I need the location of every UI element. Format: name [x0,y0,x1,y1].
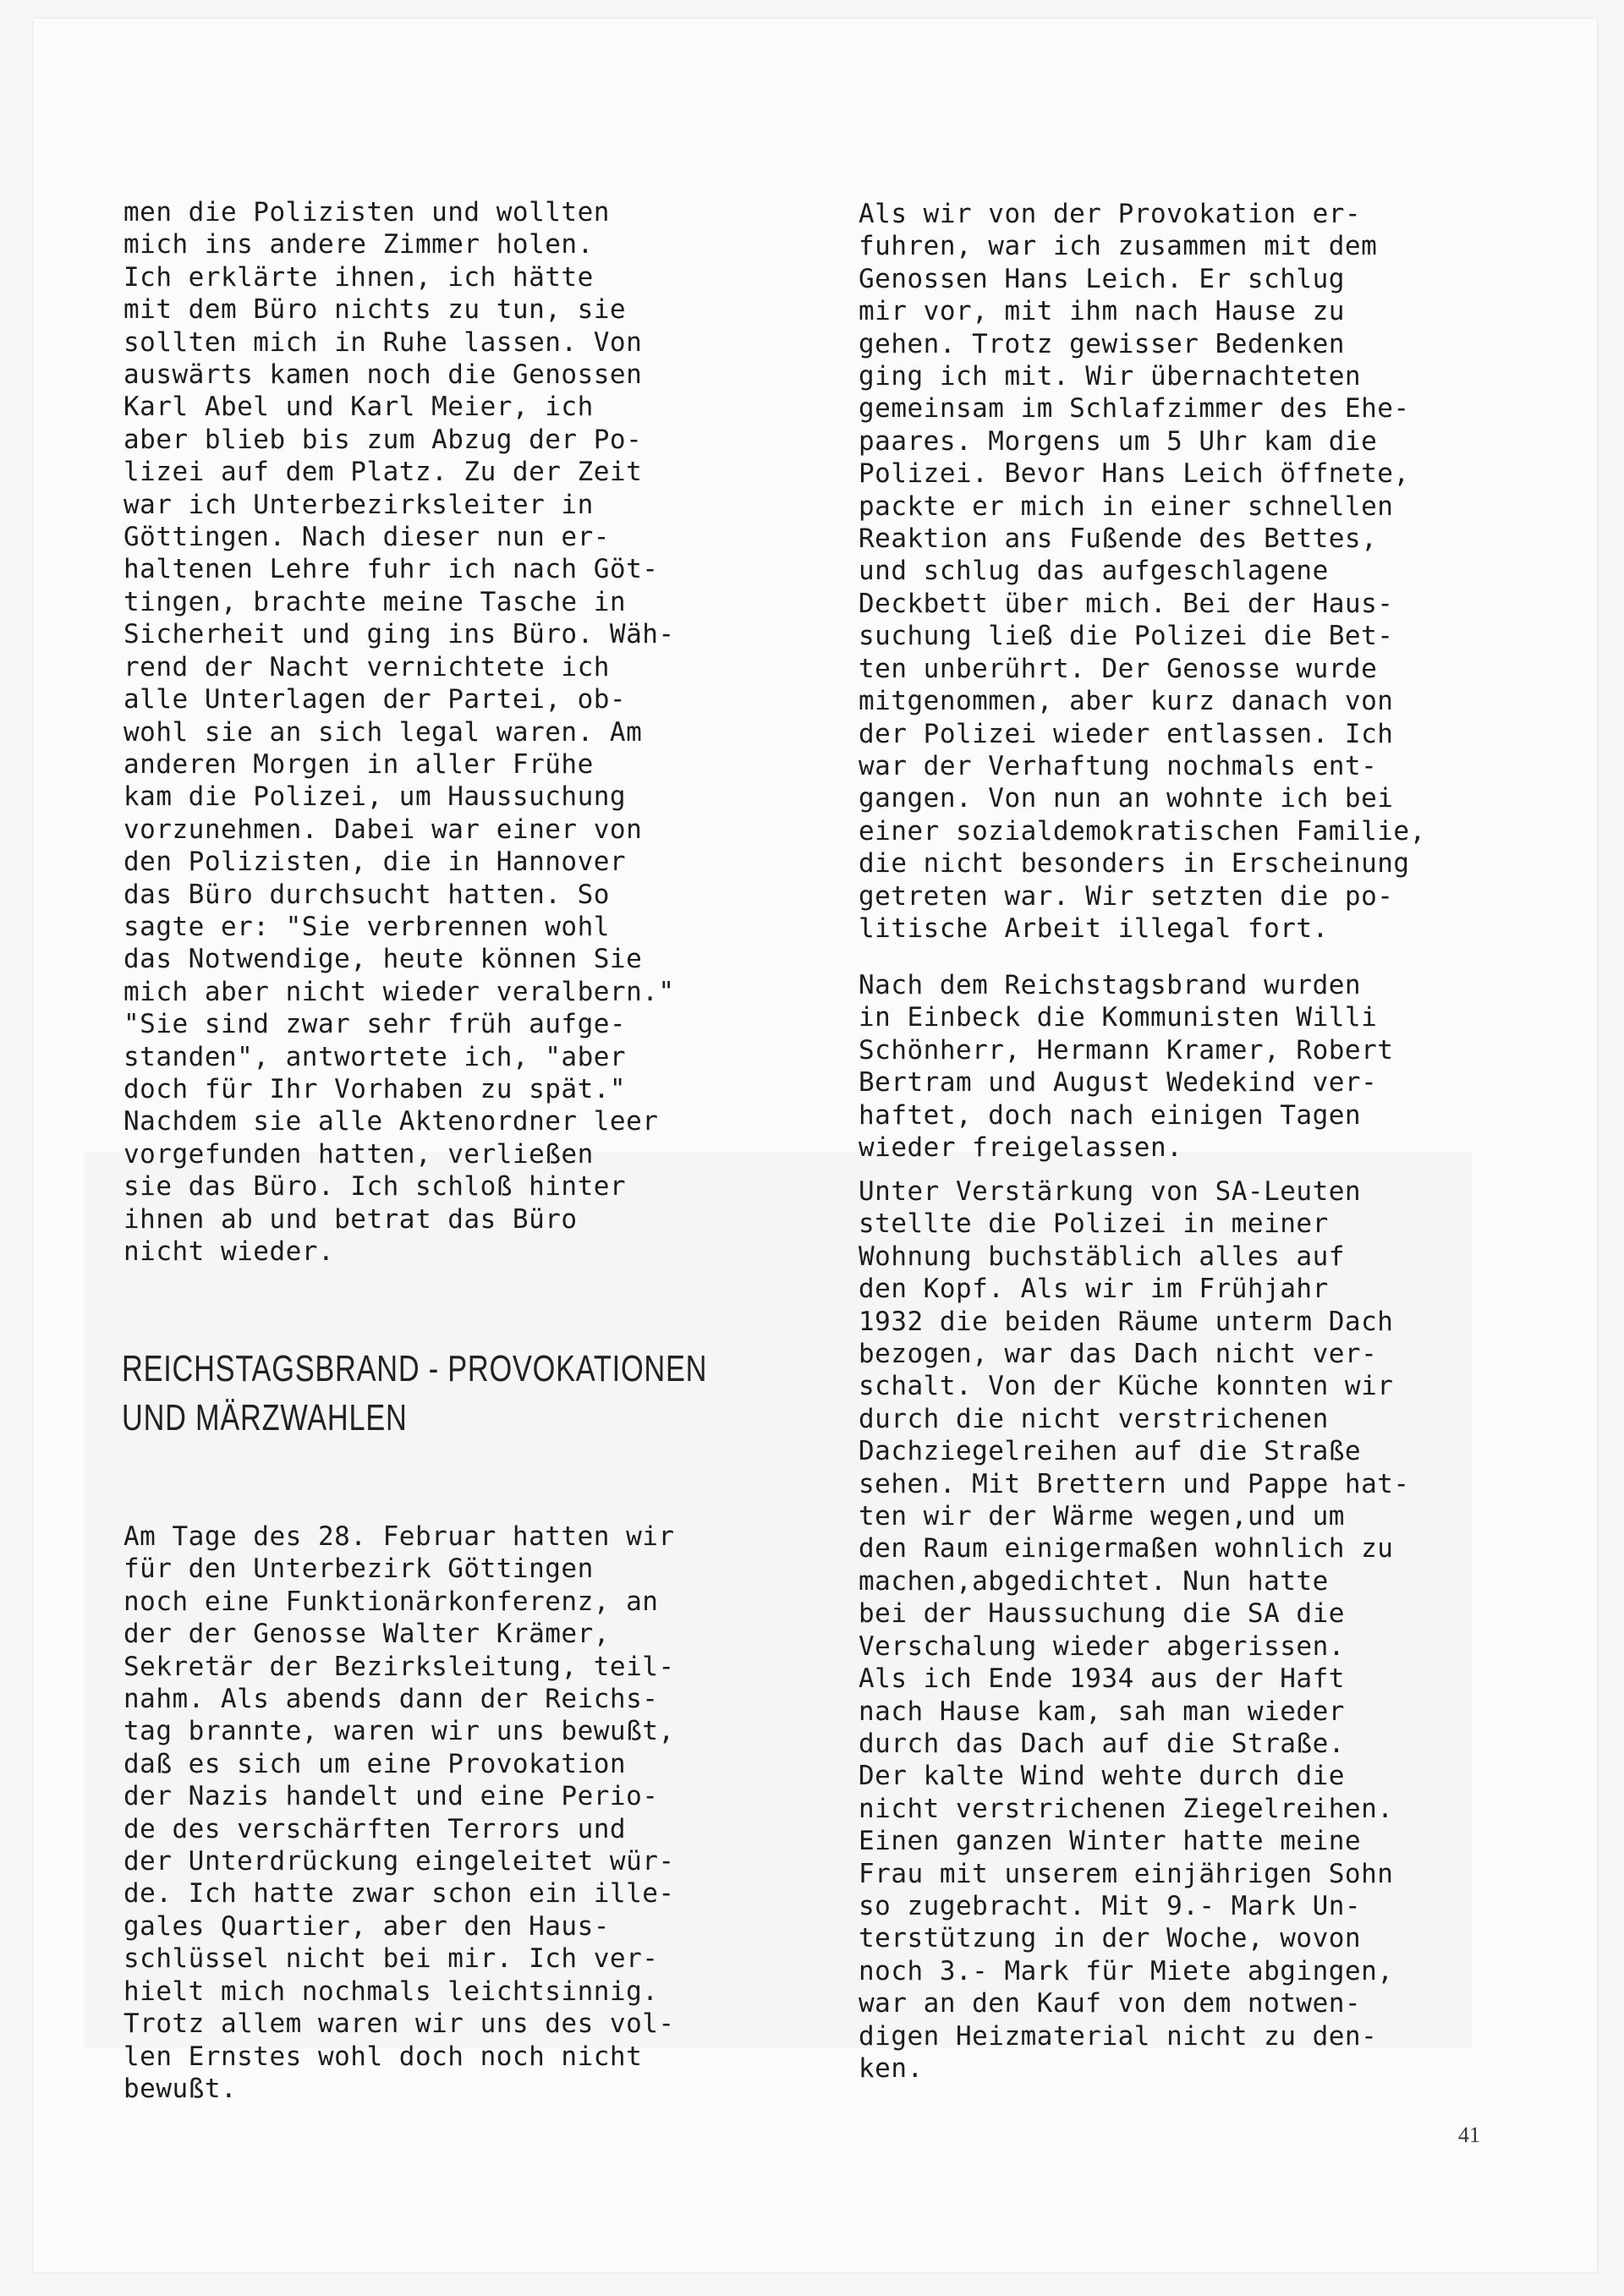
text-line: Polizei. Bevor Hans Leich öffnete, [859,458,1410,490]
text-line: len Ernstes wohl doch noch nicht [123,2041,643,2072]
text-line: de. Ich hatte zwar schon ein ille- [123,1878,675,1910]
text-line: Sicherheit und ging ins Büro. Wäh- [123,619,675,650]
text-line: vorzunehmen. Dabei war einer von [123,814,643,845]
text-line: noch eine Funktionärkonferenz, an [123,1586,659,1617]
text-line: Einen ganzen Winter hatte meine [859,1826,1362,1857]
text-line: Trotz allem waren wir uns des vol- [123,2008,675,2040]
text-line: tingen, brachte meine Tasche in [123,586,627,617]
text-line: lizei auf dem Platz. Zu der Zeit [123,457,643,488]
page-number: 41 [1458,2123,1480,2147]
text-line: gemeinsam im Schlafzimmer des Ehe- [859,393,1410,425]
text-line: Am Tage des 28. Februar hatten wir [123,1521,675,1552]
right-column-paragraph-1 [859,198,1426,945]
text-line: Sekretär der Bezirksleitung, teil- [123,1651,675,1682]
text-line: in Einbeck die Kommunisten Willi [859,1002,1378,1033]
right-column-paragraph-2 [859,969,1393,1164]
left-column-text [123,196,675,1268]
text-line: nahm. Als abends dann der Reichs- [123,1684,659,1715]
text-line: noch 3.- Mark für Miete abgingen, [859,1955,1394,1986]
text-line: Wohnung buchstäblich alles auf [859,1241,1345,1272]
text-line: Karl Abel und Karl Meier, ich [123,392,594,423]
text-line: den Polizisten, die in Hannover [123,847,627,878]
text-line: die nicht besonders in Erscheinung [859,848,1410,879]
text-line: sehen. Mit Brettern und Pappe hat- [859,1468,1410,1499]
text-line: packte er mich in einer schnellen [859,490,1394,522]
text-line: suchung ließ die Polizei die Bet- [859,621,1394,652]
text-line: mich ins andere Zimmer holen. [123,229,594,260]
text-line: der Polizei wieder entlassen. Ich [859,718,1394,749]
text-line: gales Quartier, aber den Haus- [123,1910,610,1942]
text-line: der Unterdrückung eingeleitet wür- [123,1846,675,1877]
text-line: so zugebracht. Mit 9.- Mark Un- [859,1890,1362,1921]
text-line: kam die Polizei, um Haussuchung [123,781,627,813]
text-line: aber blieb bis zum Abzug der Po- [123,424,643,455]
text-line: mir vor, mit ihm nach Hause zu [859,296,1345,327]
document-page [34,19,1597,2272]
text-line: auswärts kamen noch die Genossen [123,359,643,391]
text-line: Unter Verstärkung von SA-Leuten [859,1176,1362,1207]
text-line: schlüssel nicht bei mir. Ich ver- [123,1943,659,1975]
heading-line-1: REICHSTAGSBRAND - PROVOKATIONEN [122,1348,708,1389]
text-line: Frau mit unserem einjährigen Sohn [859,1858,1394,1889]
text-line: vorgefunden hatten, verließen [123,1138,594,1170]
section-heading [122,1345,707,1443]
text-line: Verschalung wieder abgerissen. [859,1630,1345,1662]
text-line: Bertram und August Wedekind ver- [859,1067,1378,1099]
text-line: der der Genosse Walter Krämer, [123,1619,610,1650]
text-line: haltenen Lehre fuhr ich nach Göt- [123,554,659,585]
text-line: bei der Haussuchung die SA die [859,1598,1345,1630]
text-line: das Notwendige, heute können Sie [123,944,643,975]
text-line: und schlug das aufgeschlagene [859,556,1329,587]
text-line: sie das Büro. Ich schloß hinter [123,1171,627,1203]
text-line: nicht wieder. [123,1236,335,1267]
text-line: Ich erklärte ihnen, ich hätte [123,261,594,293]
text-line: mich aber nicht wieder veralbern." [123,976,675,1007]
text-line: haftet, doch nach einigen Tagen [859,1099,1362,1131]
text-line: ihnen ab und betrat das Büro [123,1203,578,1235]
text-line: nicht verstrichenen Ziegelreihen. [859,1793,1394,1824]
text-line: den Kopf. Als wir im Frühjahr [859,1274,1329,1305]
text-line: paares. Morgens um 5 Uhr kam die [859,425,1378,457]
text-line: der Nazis handelt und eine Perio- [123,1781,659,1812]
text-line: schalt. Von der Küche konnten wir [859,1371,1394,1402]
text-line: ten wir der Wärme wegen,und um [859,1501,1345,1532]
text-line: hielt mich nochmals leichtsinnig. [123,1975,659,2007]
text-line: fuhren, war ich zusammen mit dem [859,231,1378,262]
text-line: durch die nicht verstrichenen [859,1403,1329,1434]
text-line: war ich Unterbezirksleiter in [123,489,594,520]
text-line: rend der Nacht vernichtete ich [123,651,610,682]
text-line: Genossen Hans Leich. Er schlug [859,263,1345,294]
text-line: Reaktion ans Fußende des Bettes, [859,523,1378,555]
text-line: Deckbett über mich. Bei der Haus- [859,588,1394,619]
text-line: gehen. Trotz gewisser Bedenken [859,328,1345,359]
text-line: ging ich mit. Wir übernachteten [859,361,1362,392]
text-line: gangen. Von nun an wohnte ich bei [859,783,1394,814]
text-line: alle Unterlagen der Partei, ob- [123,684,627,715]
text-line: mit dem Büro nichts zu tun, sie [123,294,627,326]
text-line: sagte er: "Sie verbrennen wohl [123,911,610,942]
text-line: bezogen, war das Dach nicht ver- [859,1339,1378,1370]
text-line: Der kalte Wind wehte durch die [859,1761,1345,1792]
text-line: war der Verhaftung nochmals ent- [859,750,1378,781]
text-line: terstützung in der Woche, wovon [859,1923,1362,1954]
text-line: stellte die Polizei in meiner [859,1208,1329,1240]
heading-line-2: UND MÄRZWAHLEN [122,1397,408,1438]
text-line: nach Hause kam, sah man wieder [859,1696,1345,1727]
text-line: den Raum einigermaßen wohnlich zu [859,1533,1394,1564]
text-line: ten unberührt. Der Genosse wurde [859,653,1378,684]
text-line: Dachziegelreihen auf die Straße [859,1436,1362,1467]
text-line: doch für Ihr Vorhaben zu spät." [123,1073,627,1104]
text-line: Nachdem sie alle Aktenordner leer [123,1106,659,1137]
text-line: Göttingen. Nach dieser nun er- [123,522,610,553]
text-line: anderen Morgen in aller Frühe [123,748,594,780]
text-line: sollten mich in Ruhe lassen. Von [123,326,643,358]
text-line: Als wir von der Provokation er- [859,199,1362,229]
text-line: war an den Kauf von dem notwen- [859,1988,1362,2019]
text-line: "Sie sind zwar sehr früh aufge- [123,1009,627,1040]
text-line: bewußt. [123,2073,238,2104]
text-line: daß es sich um eine Provokation [123,1748,627,1779]
text-line: tag brannte, waren wir uns bewußt, [123,1716,675,1747]
text-line: men die Polizisten und wollten [123,197,610,227]
text-line: durch das Dach auf die Straße. [859,1728,1345,1759]
text-line: wieder freigelassen. [859,1132,1183,1164]
left-column-section-text [123,1521,675,2105]
text-line: ken. [859,2052,924,2084]
text-line: getreten war. Wir setzten die po- [859,880,1394,912]
text-line: machen,abgedichtet. Nun hatte [859,1565,1329,1597]
text-line: Als ich Ende 1934 aus der Haft [859,1663,1345,1695]
text-line: 1932 die beiden Räume unterm Dach [859,1306,1394,1337]
text-line: für den Unterbezirk Göttingen [123,1553,594,1585]
right-column-paragraph-3 [859,1175,1410,2085]
text-line: einer sozialdemokratischen Familie, [859,815,1426,847]
text-line: wohl sie an sich legal waren. Am [123,716,643,748]
text-line: standen", antwortete ich, "aber [123,1041,627,1072]
text-line: de des verschärften Terrors und [123,1813,627,1844]
text-line: digen Heizmaterial nicht zu den- [859,2020,1378,2052]
text-line: Schönherr, Hermann Kramer, Robert [859,1034,1394,1066]
text-line: litische Arbeit illegal fort. [859,912,1329,944]
text-line: Nach dem Reichstagsbrand wurden [859,970,1362,1000]
text-line: mitgenommen, aber kurz danach von [859,686,1394,717]
text-line: das Büro durchsucht hatten. So [123,879,610,910]
